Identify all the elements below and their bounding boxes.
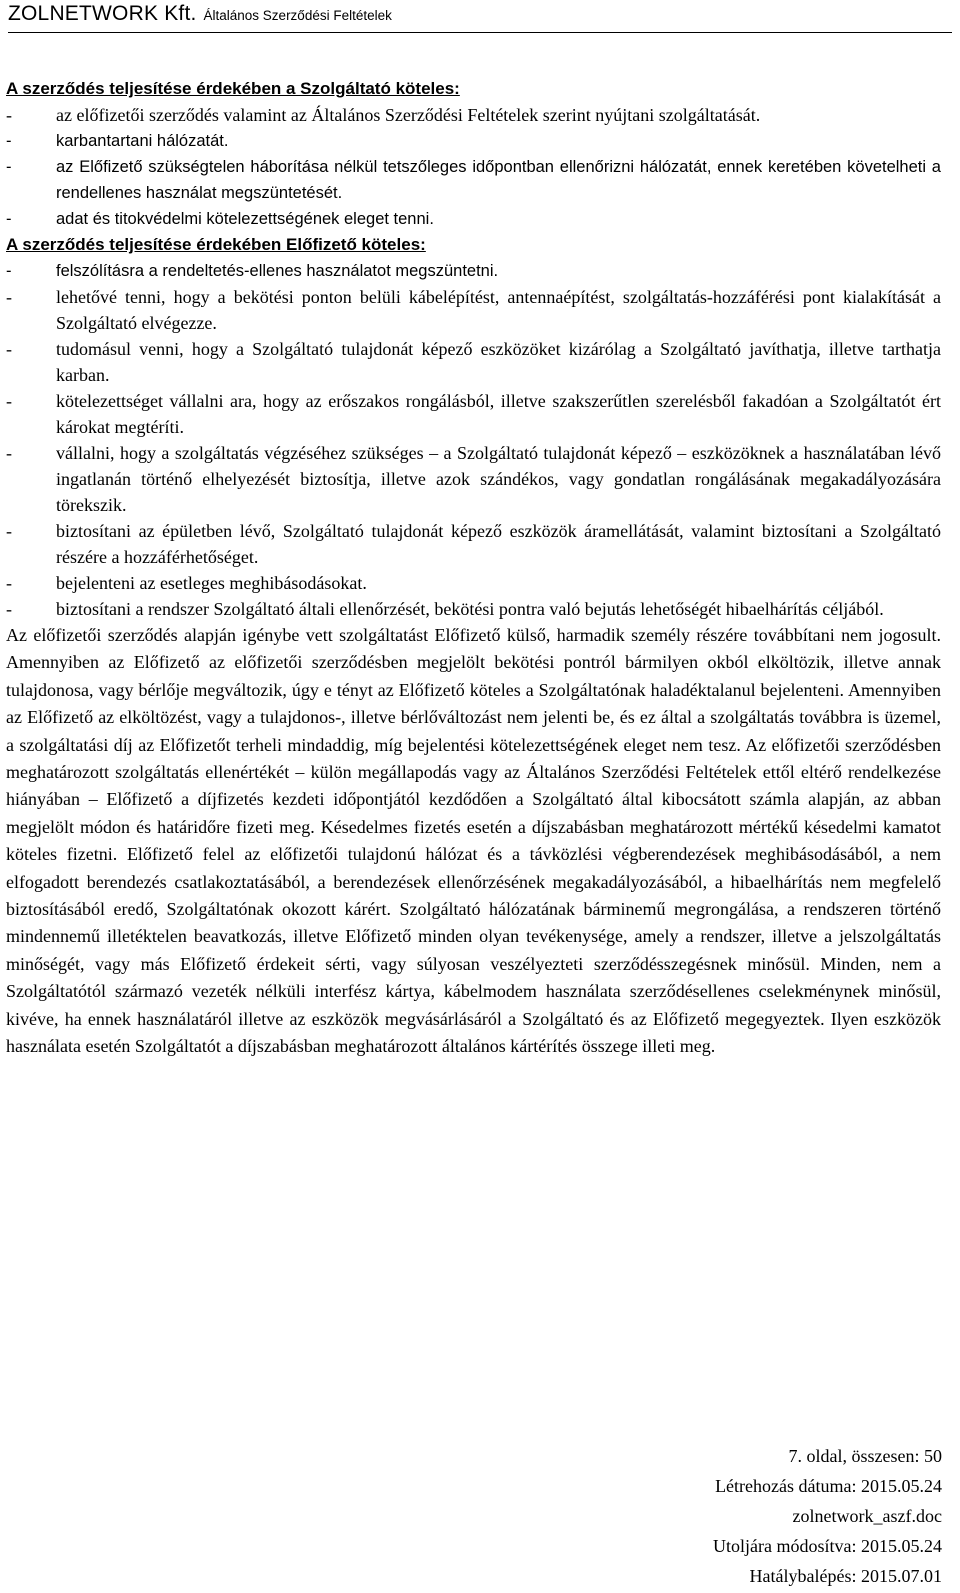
list-dash: - xyxy=(6,132,12,150)
document-body xyxy=(6,76,941,1061)
document-title: Általános Szerződési Feltételek xyxy=(203,8,392,23)
list-dash: - xyxy=(6,105,12,125)
subscriber-obligations-list xyxy=(6,258,941,622)
page-footer xyxy=(713,1441,942,1591)
modified-date: Utoljára módosítva: 2015.05.24 xyxy=(713,1536,942,1556)
list-dash: - xyxy=(6,287,12,307)
list-item: - vállalni, hogy a szolgáltatás végzéséhez szükséges – a Szolgáltató tulajdonát képező – eszközöknek a használatában lévő ingatlanán történő elhelyezését biztosítja, illetve azok szándékos, vagy gondatlan rongálásának megakadályozására törekszik. xyxy=(6,440,941,518)
page-number: 7. oldal, összesen: 50 xyxy=(788,1446,942,1466)
list-item: - karbantartani hálózatát. xyxy=(6,128,941,154)
list-dash: - xyxy=(6,262,12,280)
section-heading-subscriber: A szerződés teljesítése érdekében Előfizető köteles: xyxy=(6,235,426,254)
company-name: ZOLNETWORK Kft. xyxy=(8,2,197,25)
section-heading-provider: A szerződés teljesítése érdekében a Szolgáltató köteles: xyxy=(6,79,460,98)
list-item: - tudomásul venni, hogy a Szolgáltató tulajdonát képező eszközöket kizárólag a Szolgáltató javíthatja, illetve tarthatja karban. xyxy=(6,336,941,388)
list-item: - biztosítani a rendszer Szolgáltató általi ellenőrzését, bekötési pontra való bejutás lehetőségét hibaelhárítás céljából. xyxy=(6,596,941,622)
list-dash: - xyxy=(6,599,12,619)
list-dash: - xyxy=(6,210,12,228)
list-dash: - xyxy=(6,339,12,359)
list-item: - adat és titokvédelmi kötelezettségének eleget tenni. xyxy=(6,206,941,232)
list-dash: - xyxy=(6,158,12,176)
list-item: - az előfizetői szerződés valamint az Általános Szerződési Feltételek szerint nyújtani szolgáltatását. xyxy=(6,102,941,128)
list-item: - biztosítani az épületben lévő, Szolgáltató tulajdonát képező eszközök áramellátását, valamint biztosítani a Szolgáltató részére a hozzáférhetőséget. xyxy=(6,518,941,570)
file-name: zolnetwork_aszf.doc xyxy=(792,1506,942,1526)
created-date: Létrehozás dátuma: 2015.05.24 xyxy=(715,1476,942,1496)
list-item: - felszólításra a rendeltetés-ellenes használatot megszüntetni. xyxy=(6,258,941,284)
body-paragraph: Az előfizetői szerződés alapján igénybe vett szolgáltatást Előfizető külső, harmadik személy részére továbbítani nem jogosult. Amennyiben az Előfizető az előfizetői szerződésben megjelölt bekötési pontról bármilyen okból elköltözik, illetve annak tulajdonosa, vagy bérlője megváltozik, úgy e tényt az Előfizető köteles a Szolgáltatónak haladéktalanul bejelenteni. Amennyiben az Előfizető az elköltözést, vagy a tulajdonos-, illetve bérlőváltozást nem jelenti be, és ez által a szolgáltatás továbbra is üzemel, a szolgáltatási díj az Előfizetőt terheli mindaddig, míg bejelentési kötelezettségének eleget nem tesz. Az előfizetői szerződésben meghatározott szolgáltatás ellenértékét – külön megállapodás vagy az Általános Szerződési Feltételek ettől eltérő rendelkezése hiányában – Előfizető a díjfizetés kezdeti időpontjától kezdődően a Szolgáltató által kibocsátott számla alapján, az abban megjelölt módon és határidőre fizeti meg. Késedelmes fizetés esetén a díjszabásban meghatározott mértékű késedelmi kamatot köteles fizetni. Előfizető felel az előfizetői tulajdonú hálózat és a távközlési végberendezések meghibásodásából, a nem elfogadott berendezés csatlakoztatásából, a berendezések ellenőrzésének megakadályozásából, a hibaelhárítás nem megfelelő biztosításából eredő, Szolgáltatónak okozott kárért. Szolgáltató hálózatának bárminemű megrongálása, a rendszeren történő mindennemű illetéktelen beavatkozás, illetve Előfizető minden olyan tevékenysége, amely a rendszer, illetve a jelszolgáltatás minőségét, vagy más Előfizető érdekeit sérti, vagy súlyosan veszélyezteti szerződésszegésnek minősül. Minden, nem a Szolgáltatótól származó vezeték nélküli interfész kártya, kábelmodem használata szerződésellenes cselekménynek minősül, kivéve, ha ennek használatáról illetve az eszközök megvásárlásáról a Szolgáltató és az Előfizető megegyeztek. Ilyen eszközök használata esetén Szolgáltatót a díjszabásban meghatározott általános kártérítés összege illeti meg. xyxy=(6,625,941,1057)
list-item: - az Előfizető szükségtelen háborítása nélkül tetszőleges időpontban ellenőrizni hálózatát, ennek keretében követelheti a rendellenes használat megszüntetését. xyxy=(6,154,941,206)
list-dash: - xyxy=(6,443,12,463)
list-dash: - xyxy=(6,391,12,411)
page-header xyxy=(8,2,952,33)
list-dash: - xyxy=(6,573,12,593)
effective-date: Hatálybalépés: 2015.07.01 xyxy=(749,1566,942,1586)
list-item: - lehetővé tenni, hogy a bekötési ponton belüli kábelépítést, antennaépítést, szolgáltatás-hozzáférési pont kialakítását a Szolgáltató elvégezze. xyxy=(6,284,941,336)
list-item: - kötelezettséget vállalni ara, hogy az erőszakos rongálásból, illetve szakszerűtlen szerelésből fakadóan a Szolgáltatót ért károkat megtéríti. xyxy=(6,388,941,440)
list-dash: - xyxy=(6,521,12,541)
provider-obligations-list xyxy=(6,102,941,232)
list-item: - bejelenteni az esetleges meghibásodásokat. xyxy=(6,570,941,596)
